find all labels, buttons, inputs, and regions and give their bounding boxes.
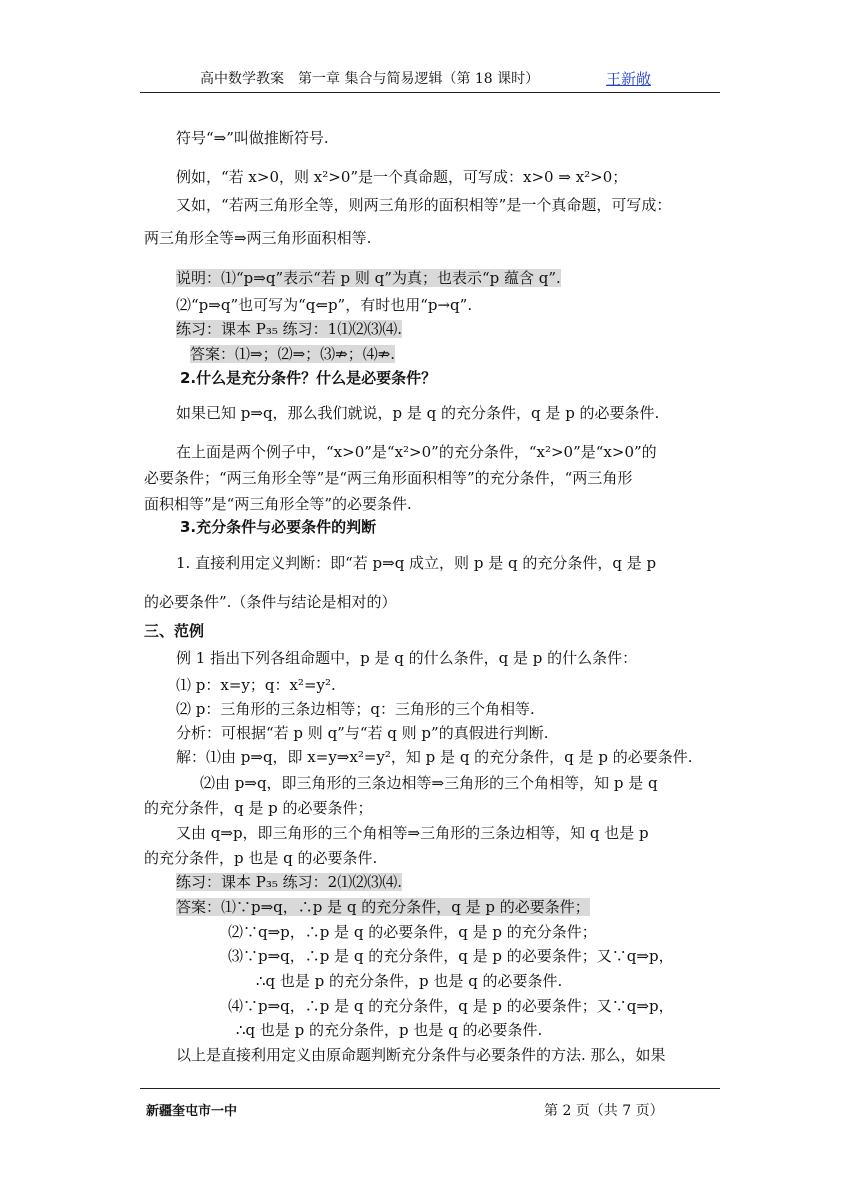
example-1-part-2: ⑵ p：三角形的三条边相等；q：三角形的三个角相等.: [176, 700, 535, 718]
note-text: 说明：⑴“p⇒q”表示“若 p 则 q”为真；也表示“p 蕴含 q”.: [176, 269, 561, 287]
solution-line-5: 的充分条件，p 也是 q 的必要条件.: [144, 849, 378, 867]
solution-line-1: 解：⑴由 p⇒q，即 x=y⇒x²=y²，知 p 是 q 的充分条件，q 是 p 的必要条件.: [176, 748, 693, 766]
note-2: ⑵“p⇒q”也可写为“q⇐p”，有时也用“p→q”.: [176, 296, 473, 314]
exercise-1: [176, 319, 402, 339]
note-1: [176, 268, 561, 288]
solution-line-2: ⑵由 p⇒q，即三角形的三条边相等⇒三角形的三个角相等，知 p 是 q: [200, 774, 658, 792]
answer-2-line-1: [176, 897, 590, 917]
line-inference-symbol: 符号“⇒”叫做推断符号.: [176, 129, 329, 147]
solution-line-4: 又由 q⇒p，即三角形的三个角相等⇒三角形的三条边相等，知 q 也是 p: [176, 824, 649, 842]
definition-line: 如果已知 p⇒q，那么我们就说，p 是 q 的充分条件，q 是 p 的必要条件.: [176, 404, 660, 422]
section-2-title: 2.什么是充分条件？什么是必要条件？: [180, 369, 437, 387]
header-title: 高中数学教案 第一章 集合与简易逻辑（第 18 课时）: [200, 71, 540, 87]
closing-line: 以上是直接利用定义由原命题判断充分条件与必要条件的方法. 那么，如果: [176, 1046, 666, 1064]
exercise-1-text: 练习：课本 P₃₅ 练习：1⑴⑵⑶⑷.: [176, 320, 402, 338]
answer-1: [190, 344, 395, 364]
explain-line-3: 面积相等”是“两三角形全等”的必要条件.: [144, 495, 412, 513]
footer-divider: [140, 1088, 720, 1089]
answer-2-line-2: ⑵∵q⇒p，∴p 是 q 的必要条件，q 是 p 的充分条件；: [228, 923, 597, 941]
example-1-part-1: ⑴ p：x=y；q：x²=y².: [176, 676, 336, 694]
exercise-2: [176, 872, 402, 892]
footer-school: 新疆奎屯市一中: [146, 1104, 238, 1119]
answer-2-line-5: ⑷∵p⇒q，∴p 是 q 的充分条件，q 是 p 的必要条件；又∵q⇒p，: [228, 997, 674, 1015]
exercise-2-text: 练习：课本 P₃₅ 练习：2⑴⑵⑶⑷.: [176, 873, 402, 891]
explain-line-1: 在上面是两个例子中，“x>0”是“x²>0”的充分条件，“x²>0”是“x>0”的: [176, 443, 657, 461]
header-divider: [140, 92, 720, 93]
method-line-2: 的必要条件”.（条件与结论是相对的）: [144, 593, 397, 611]
answer-2-line-3: ⑶∵p⇒q，∴p 是 q 的充分条件，q 是 p 的必要条件；又∵q⇒p，: [228, 947, 674, 965]
example-1-intro: [176, 648, 637, 668]
explain-line-2: 必要条件；“两三角形全等”是“两三角形面积相等”的充分条件，“两三角形: [144, 469, 633, 487]
answer-1-text: 答案：⑴⇒；⑵⇒；⑶⇏；⑷⇏.: [190, 345, 396, 363]
analysis-line: 分析：可根据“若 p 则 q”与“若 q 则 p”的真假进行判断.: [176, 724, 549, 742]
line-example-2-cont: 两三角形全等⇒两三角形面积相等.: [144, 229, 372, 247]
author-link[interactable]: 王新敞: [606, 70, 652, 88]
answer-2-line-4: ∴q 也是 p 的充分条件，p 也是 q 的必要条件.: [256, 972, 563, 990]
section-examples-title: 三、范例: [144, 622, 205, 640]
method-line-1: 1. 直接利用定义判断：即“若 p⇒q 成立，则 p 是 q 的充分条件，q 是 p: [176, 554, 657, 572]
example-1-text: 例 1 指出下列各组命题中，p 是 q 的什么条件，q 是 p 的什么条件：: [176, 649, 638, 667]
solution-line-3: 的充分条件，q 是 p 的必要条件；: [144, 799, 373, 817]
line-example-1: 例如，“若 x>0，则 x²>0”是一个真命题，可写成：x>0 ⇒ x²>0；: [176, 168, 628, 186]
section-3-title: 3.充分条件与必要条件的判断: [180, 518, 377, 536]
answer-2-text: 答案：⑴∵p⇒q，∴p 是 q 的充分条件，q 是 p 的必要条件；: [176, 898, 590, 916]
footer-page: 第 2 页（共 7 页）: [544, 1103, 664, 1119]
answer-2-line-6: ∴q 也是 p 的充分条件，p 也是 q 的必要条件.: [236, 1021, 543, 1039]
line-example-2: 又如，“若两三角形全等，则两三角形的面积相等”是一个真命题，可写成：: [176, 196, 672, 214]
